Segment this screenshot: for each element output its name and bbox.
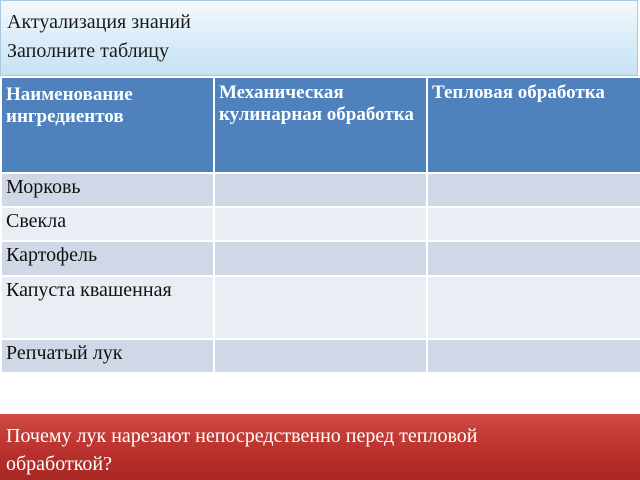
- ingredient-name: Репчатый лук: [1, 339, 214, 373]
- mechanical-cell[interactable]: [214, 207, 427, 241]
- table-row: [1, 276, 640, 339]
- ingredient-name: Капуста квашенная: [1, 276, 214, 339]
- question-text-line2: обработкой?: [6, 453, 112, 475]
- slide-title: Актуализация знаний: [7, 11, 191, 33]
- table-row: [1, 173, 640, 207]
- ingredient-name: Морковь: [1, 173, 214, 207]
- table-row: [1, 339, 640, 373]
- table-row: [1, 241, 640, 276]
- ingredient-name: Свекла: [1, 207, 214, 241]
- question-panel: [0, 414, 640, 480]
- column-header-thermal: Тепловая обработка: [427, 77, 640, 173]
- slide-subtitle: Заполните таблицу: [7, 40, 170, 62]
- question-text-line1: Почему лук нарезают непосредственно перед тепловой: [6, 425, 478, 447]
- thermal-cell[interactable]: [427, 276, 640, 339]
- thermal-cell[interactable]: [427, 241, 640, 276]
- ingredients-table: [0, 76, 640, 374]
- table-header-row: [1, 77, 640, 173]
- mechanical-cell[interactable]: [214, 276, 427, 339]
- thermal-cell[interactable]: [427, 339, 640, 373]
- column-header-ingredients: Наименование ингредиентов: [1, 77, 214, 173]
- ingredient-name: Картофель: [1, 241, 214, 276]
- thermal-cell[interactable]: [427, 173, 640, 207]
- mechanical-cell[interactable]: [214, 173, 427, 207]
- mechanical-cell[interactable]: [214, 339, 427, 373]
- column-header-mechanical: Механическая кулинарная обработка: [214, 77, 427, 173]
- thermal-cell[interactable]: [427, 207, 640, 241]
- header-panel: [0, 0, 638, 76]
- mechanical-cell[interactable]: [214, 241, 427, 276]
- table-row: [1, 207, 640, 241]
